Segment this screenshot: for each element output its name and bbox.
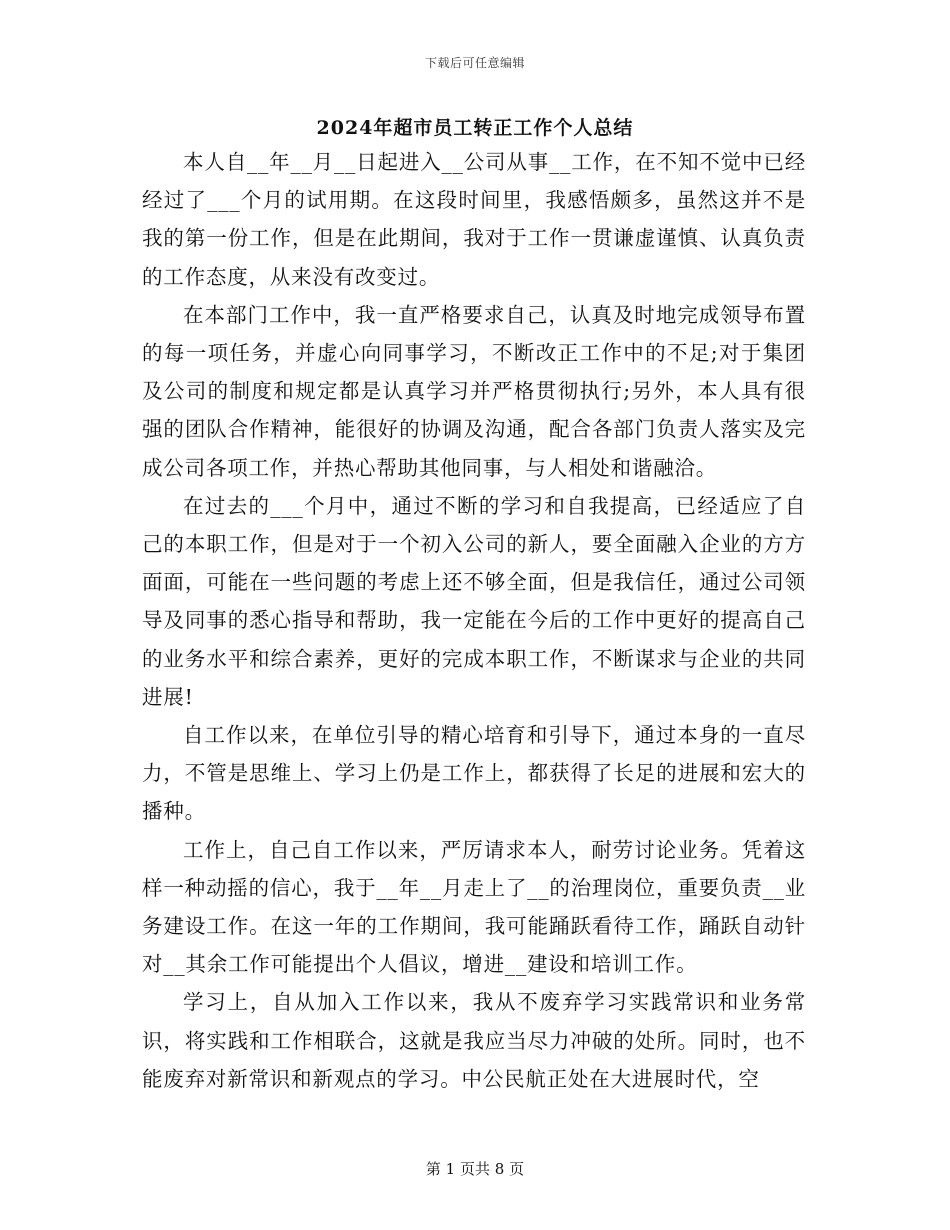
- paragraph-6: 学习上，自从加入工作以来，我从不废弃学习实践常识和业务常识，将实践和工作相联合，这就是我应当尽力冲破的处所。同时，也不能废弃对新常识和新观点的学习。中公民航正处在大进展时代，空: [142, 990, 806, 1091]
- paragraph-1: 本人自__年__月__日起进入__公司从事__工作，在不知不觉中已经经过了___个月的试用期。在这段时间里，我感悟颇多，虽然这并不是我的第一份工作，但是在此期间，我对于工作一贯谦虚谨慎、认真负责的工作态度，从来没有改变过。: [142, 150, 806, 289]
- header-note: 下载后可任意编辑: [424, 56, 525, 70]
- document-title: 2024年超市员工转正工作个人总结: [316, 117, 634, 139]
- paragraph-3: 在过去的___个月中，通过不断的学习和自我提高，已经适应了自己的本职工作，但是对于一个初入公司的新人，要全面融入企业的方方面面，可能在一些问题的考虑上还不够全面，但是我信任，通过公司领导及同事的悉心指导和帮助，我一定能在今后的工作中更好的提高自己的业务水平和综合素养，更好的完成本职工作，不断谋求与企业的共同进展!: [142, 493, 806, 709]
- document-body: [142, 143, 806, 1098]
- paragraph-2: 在本部门工作中，我一直严格要求自己，认真及时地完成领导布置的每一项任务，并虚心向同事学习，不断改正工作中的不足;对于集团及公司的制度和规定都是认真学习并严格贯彻执行;另外，本人具有很强的团队合作精神，能很好的协调及沟通，配合各部门负责人落实及完成公司各项工作，并热心帮助其他同事，与人相处和谐融洽。: [142, 302, 806, 480]
- page-footer: 第 1 页共 8 页: [425, 1160, 525, 1178]
- paragraph-4: 自工作以来，在单位引导的精心培育和引导下，通过本身的一直尽力，不管是思维上、学习上仍是工作上，都获得了长足的进展和宏大的播种。: [142, 723, 806, 824]
- paragraph-5: 工作上，自己自工作以来，严厉请求本人，耐劳讨论业务。凭着这样一种动摇的信心，我于__年__月走上了__的治理岗位，重要负责__业务建设工作。在这一年的工作期间，我可能踊跃看待工作，踊跃自动针对__其余工作可能提出个人倡议，增进__建设和培训工作。: [142, 837, 806, 977]
